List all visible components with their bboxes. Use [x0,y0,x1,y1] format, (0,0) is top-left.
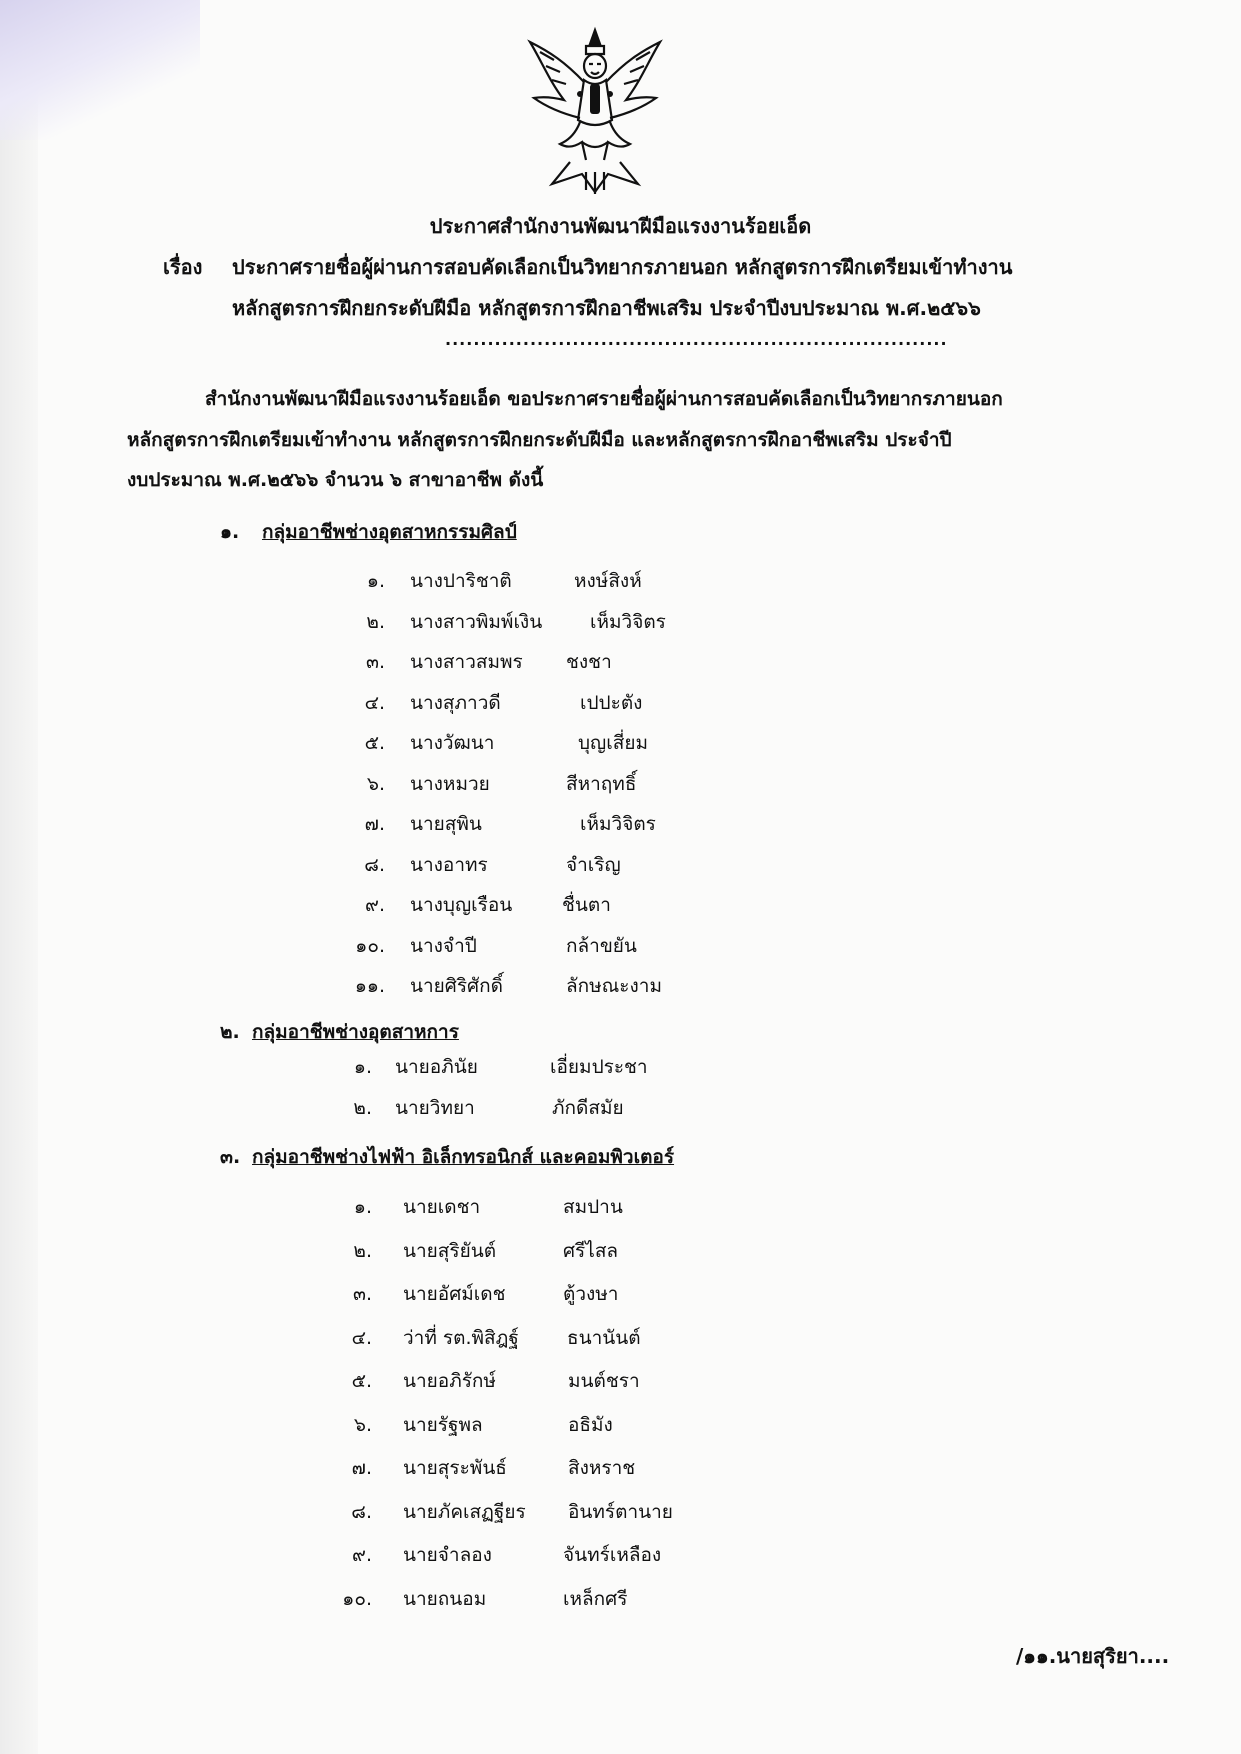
group-3-number: ๓. [220,1146,241,1168]
item-number: ๑. [366,570,385,592]
item-number: ๒. [353,1240,372,1262]
first-name: นายอภิรักษ์ [403,1370,496,1392]
item-number: ๗. [364,813,385,835]
group-2-number: ๒. [220,1021,240,1043]
first-name: ว่าที่ รต.พิสิฎฐ์ [403,1327,519,1349]
scan-edge [0,0,38,1754]
dotted-separator: ....................................................................... [445,330,948,349]
first-name: นายภัคเสฏฐียร [403,1501,526,1523]
last-name: ศรีไสล [563,1240,619,1262]
item-number: ๕. [364,732,385,754]
first-name: นางปาริชาติ [410,570,512,592]
last-name: เอี่ยมประชา [550,1056,648,1078]
last-name: ธนานันต์ [567,1327,641,1349]
last-name: ตู้วงษา [563,1283,619,1305]
first-name: นายอัศม์เดช [403,1283,506,1305]
first-name: นายเดชา [403,1196,481,1218]
last-name: ชื่นตา [562,894,611,916]
office-title: ประกาศสำนักงานพัฒนาฝีมือแรงงานร้อยเอ็ด [429,214,812,238]
first-name: นางสุภาวดี [410,692,501,714]
first-name: นายจำลอง [403,1544,492,1566]
last-name: ภักดีสมัย [552,1097,624,1119]
last-name: จันทร์เหลือง [563,1544,662,1566]
last-name: ชงชา [566,651,612,673]
item-number: ๒. [366,611,385,633]
first-name: นายรัฐพล [403,1414,483,1436]
subject-line-2: หลักสูตรการฝึกยกระดับฝีมือ หลักสูตรการฝึกอาชีพเสริม ประจำปีงบประมาณ พ.ศ.๒๕๖๖ [232,296,981,320]
item-number: ๔. [351,1327,372,1349]
item-number: ๑๑. [354,975,385,997]
item-number: ๖. [353,1414,372,1436]
intro-line-3: งบประมาณ พ.ศ.๒๕๖๖ จำนวน ๖ สาขาอาชีพ ดังนี้ [127,469,544,491]
last-name: จำเริญ [566,854,621,876]
garuda-emblem-icon [520,22,670,202]
last-name: อินทร์ตานาย [568,1501,673,1523]
item-number: ๕. [351,1370,372,1392]
first-name: นายศิริศักดิ์ [410,975,503,997]
group-3-title: กลุ่มอาชีพช่างไฟฟ้า อิเล็กทรอนิกส์ และคอมพิวเตอร์ [252,1146,675,1168]
item-number: ๑๐. [355,935,385,957]
item-number: ๙. [352,1544,372,1566]
last-name: สิงหราช [568,1457,636,1479]
group-1-number: ๑. [220,521,240,543]
continuation-note: /๑๑.นายสุริยา.... [1016,1644,1170,1668]
intro-line-2: หลักสูตรการฝึกเตรียมเข้าทำงาน หลักสูตรการฝึกยกระดับฝีมือ และหลักสูตรการฝึกอาชีพเสริม ประจำปี [127,429,952,451]
item-number: ๙. [365,894,385,916]
item-number: ๒. [353,1097,372,1119]
first-name: นายอภินัย [395,1056,478,1078]
subject-label: เรื่อง [163,255,203,279]
item-number: ๑. [353,1196,372,1218]
first-name: นายวิทยา [395,1097,475,1119]
last-name: เปปะตัง [580,692,643,714]
first-name: นายสุระพันธ์ [403,1457,507,1479]
item-number: ๑๐. [342,1588,372,1610]
first-name: นางหมวย [410,773,490,795]
first-name: นางสาวสมพร [410,651,523,673]
item-number: ๑. [353,1056,372,1078]
last-name: สมปาน [563,1196,623,1218]
last-name: กล้าขยัน [566,935,637,957]
item-number: ๘. [351,1501,372,1523]
item-number: ๗. [351,1457,372,1479]
first-name: นายสุริยันต์ [403,1240,497,1262]
last-name: เหล็กศรี [563,1588,628,1610]
subject-line-1: ประกาศรายชื่อผู้ผ่านการสอบคัดเลือกเป็นวิทยากรภายนอก หลักสูตรการฝึกเตรียมเข้าทำงาน [232,255,1013,279]
group-1-title: กลุ่มอาชีพช่างอุตสาหกรรมศิลป์ [262,521,517,543]
last-name: ลักษณะงาม [566,975,662,997]
first-name: นางจำปี [410,935,477,957]
first-name: นางบุญเรือน [410,894,513,916]
first-name: นางอาทร [410,854,488,876]
last-name: หงษ์สิงห์ [574,570,642,592]
last-name: อธิมัง [568,1414,613,1436]
first-name: นายสุพิน [410,813,482,835]
intro-line-1: สำนักงานพัฒนาฝีมือแรงงานร้อยเอ็ด ขอประกาศรายชื่อผู้ผ่านการสอบคัดเลือกเป็นวิทยากรภายนอก [205,388,1003,410]
last-name: บุญเสี่ยม [578,732,648,754]
first-name: นางสาวพิมพ์เงิน [410,611,543,633]
last-name: เห็มวิจิตร [590,611,666,633]
item-number: ๓. [352,1283,372,1305]
paper-fold [0,0,200,140]
item-number: ๘. [364,854,385,876]
first-name: นางวัฒนา [410,732,495,754]
group-2-title: กลุ่มอาชีพช่างอุตสาหการ [252,1021,459,1043]
item-number: ๓. [365,651,385,673]
last-name: มนต์ชรา [568,1370,640,1392]
first-name: นายถนอม [403,1588,487,1610]
item-number: ๔. [364,692,385,714]
item-number: ๖. [366,773,385,795]
last-name: สีหาฤทธิ์ [566,773,637,795]
last-name: เห็มวิจิตร [580,813,656,835]
